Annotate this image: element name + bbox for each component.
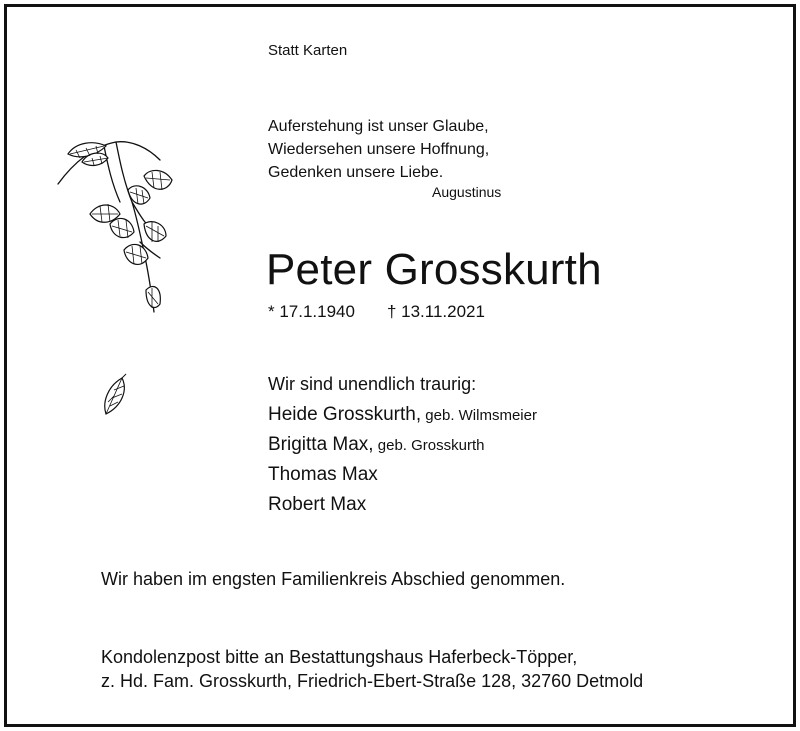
condolence-address xyxy=(101,645,643,693)
statt-karten-label: Statt Karten xyxy=(268,42,348,59)
quote-author: Augustinus xyxy=(432,184,502,200)
mourner-name: Heide Grosskurth, xyxy=(268,404,422,425)
mourner-maiden-name: geb. Grosskurth xyxy=(373,437,485,454)
life-dates xyxy=(268,302,485,322)
mourner-entry xyxy=(268,494,366,516)
deceased-name: Peter Grosskurth xyxy=(266,245,602,294)
farewell-notice: Wir haben im engsten Familienkreis Abschied genommen. xyxy=(101,569,566,589)
birch-branch-icon xyxy=(54,132,184,327)
condolence-line: z. Hd. Fam. Grosskurth, Friedrich-Ebert-Straße 128, 32760 Detmold xyxy=(101,671,644,691)
mourner-entry xyxy=(268,464,378,486)
mourner-name: Brigitta Max, xyxy=(268,434,374,455)
quote-line: Auferstehung ist unser Glaube, xyxy=(268,118,489,135)
mourner-name: Robert Max xyxy=(268,494,367,515)
mourning-intro: Wir sind unendlich traurig: xyxy=(268,374,477,394)
condolence-line: Kondolenzpost bitte an Bestattungshaus Haferbeck-Töpper, xyxy=(101,647,578,667)
mourner-entry xyxy=(268,434,484,456)
mourner-entry xyxy=(268,404,537,426)
obituary-frame xyxy=(4,4,796,727)
birth-date: * 17.1.1940 xyxy=(268,302,355,321)
quote-block xyxy=(268,115,568,184)
quote-line: Gedenken unsere Liebe. xyxy=(268,164,444,181)
mourner-maiden-name: geb. Wilmsmeier xyxy=(421,407,537,424)
quote-line: Wiedersehen unsere Hoffnung, xyxy=(268,141,490,158)
death-date: † 13.11.2021 xyxy=(386,302,485,321)
falling-leaf-icon xyxy=(98,372,132,420)
mourner-name: Thomas Max xyxy=(268,464,378,485)
